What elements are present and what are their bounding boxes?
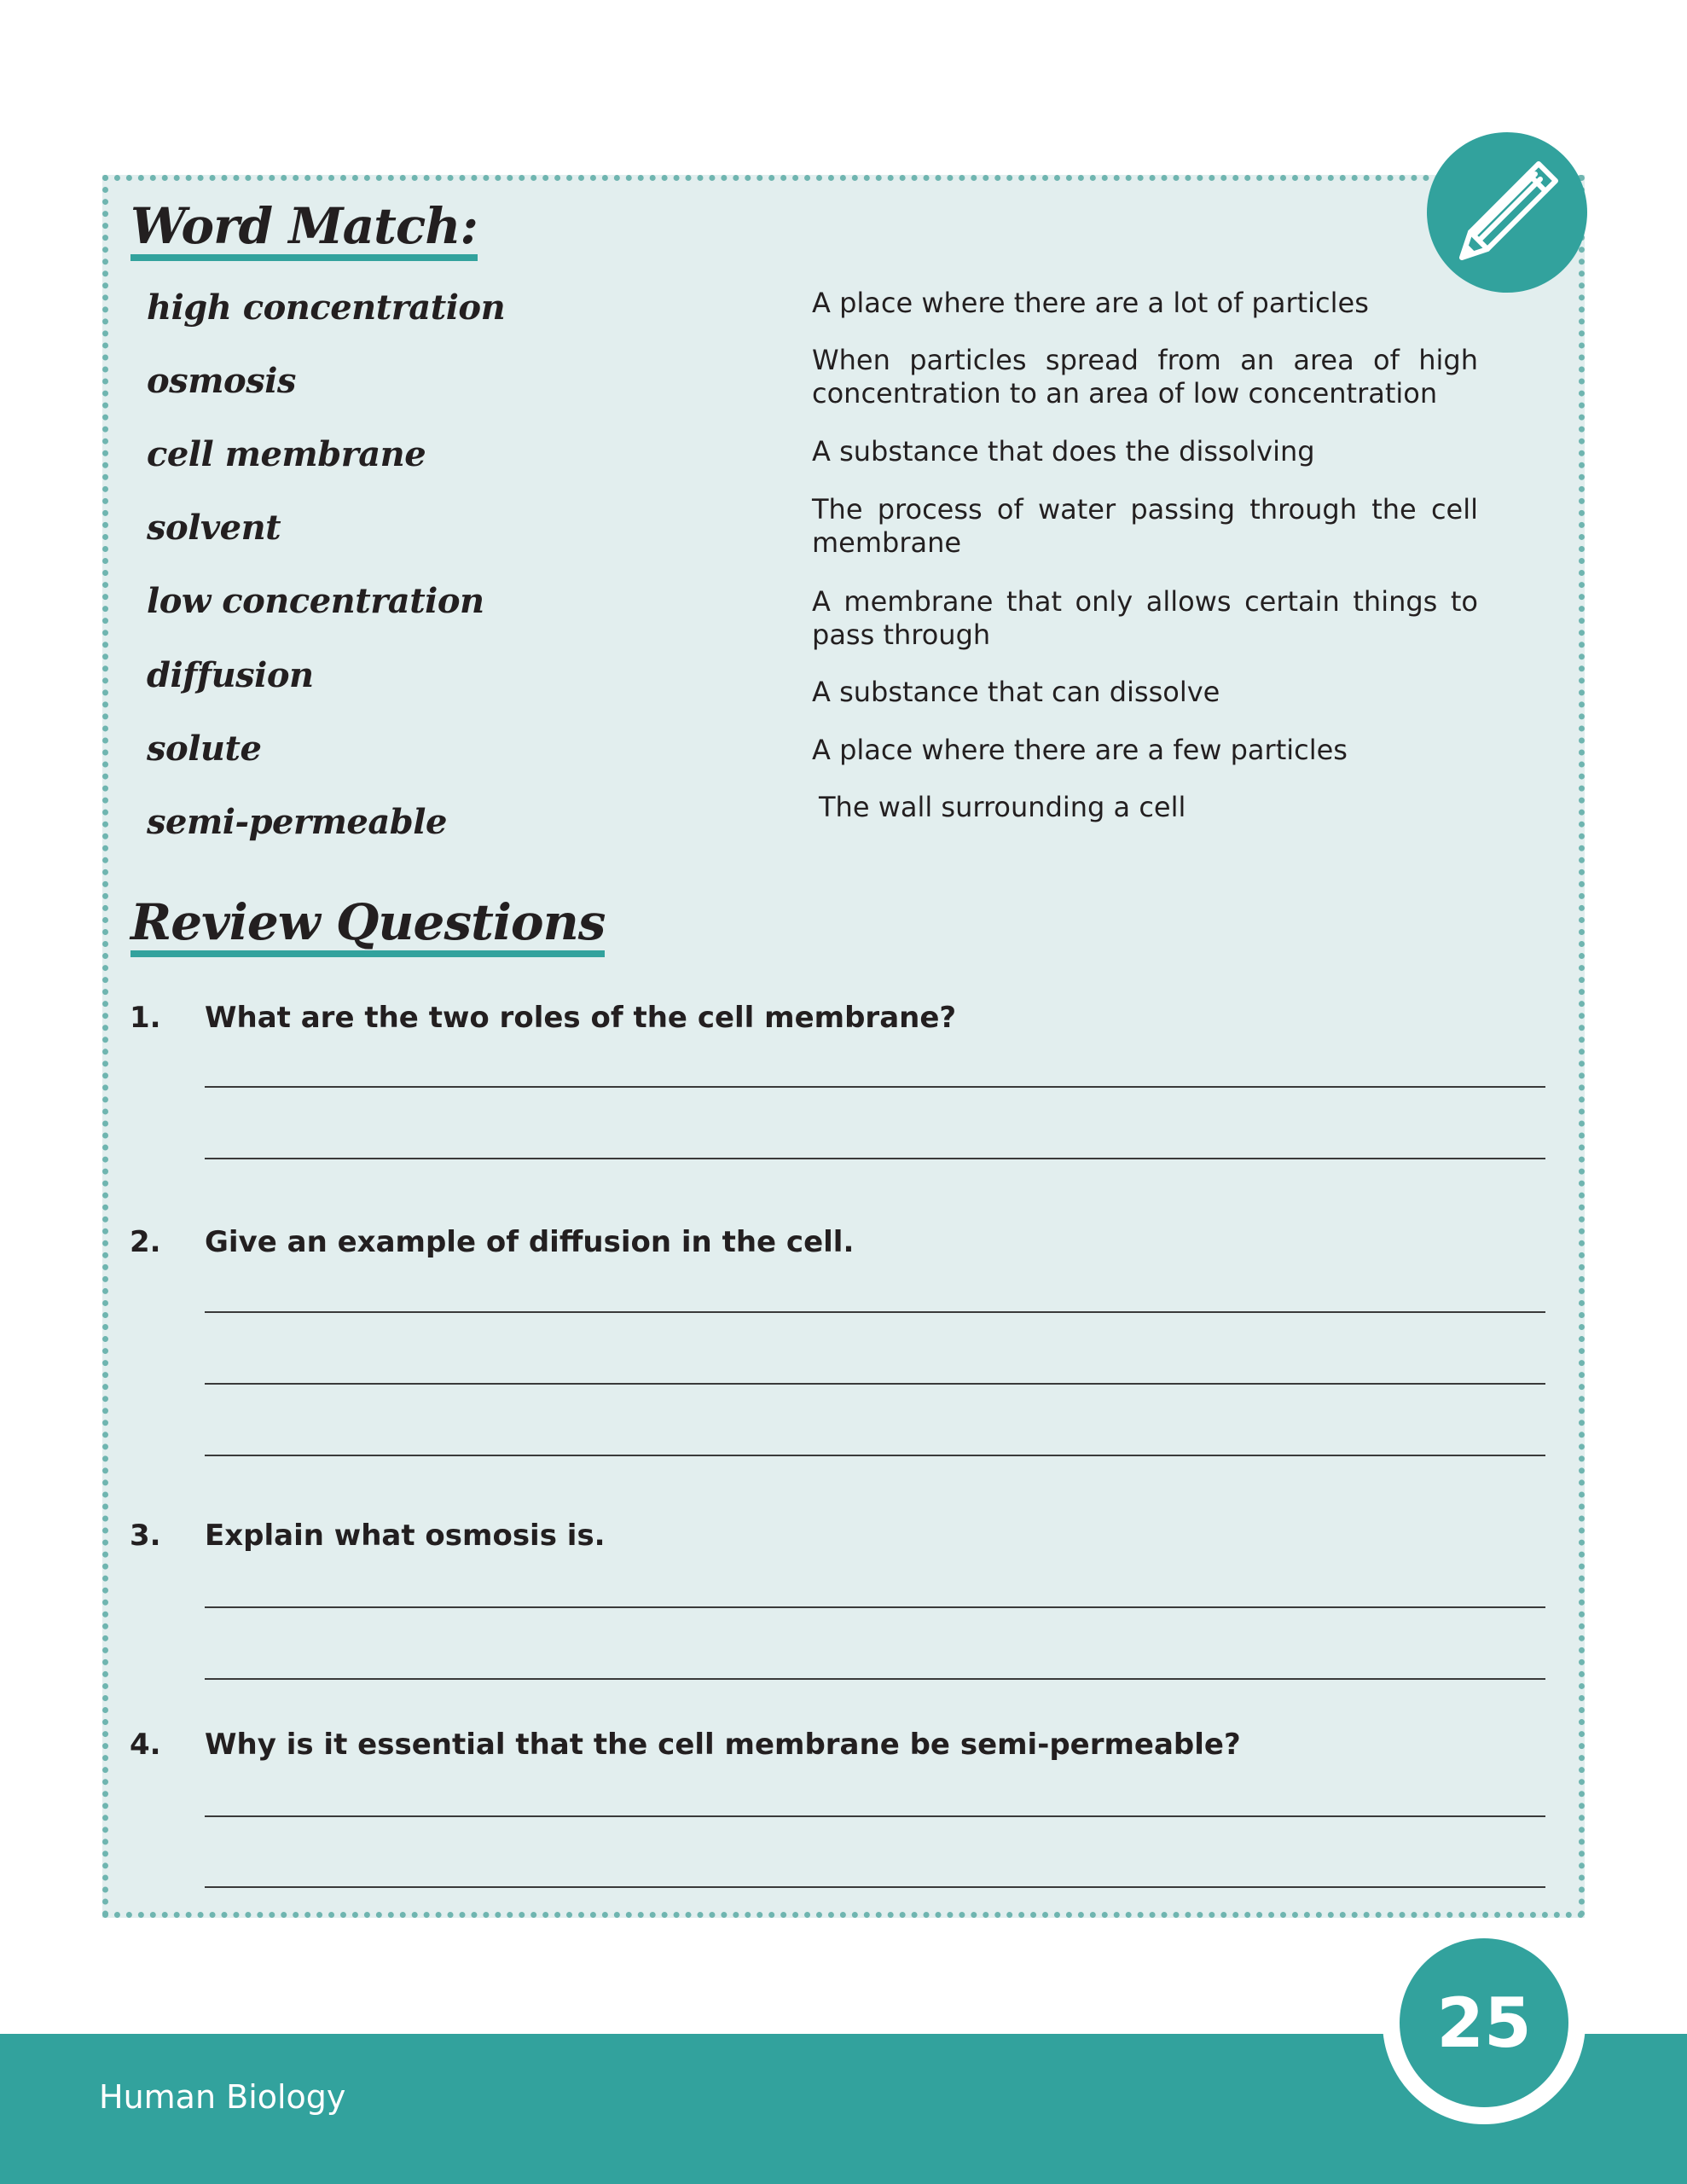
term-item: high concentration — [147, 288, 506, 328]
answer-line[interactable] — [205, 1158, 1545, 1159]
question-number: 1. — [130, 1001, 161, 1035]
answer-line[interactable] — [205, 1383, 1545, 1385]
answer-line[interactable] — [205, 1886, 1545, 1888]
question-text: What are the two roles of the cell membrane? — [205, 1001, 957, 1035]
question-text: Why is it essential that the cell membrane be semi-permeable? — [205, 1728, 1241, 1762]
definition-item: The wall surrounding a cell — [819, 791, 1186, 823]
pencil-icon — [1443, 148, 1571, 276]
definition-item: A membrane that only allows certain things to pass through — [812, 585, 1478, 651]
term-item: low concentration — [147, 581, 484, 621]
page-number: 25 — [1400, 1938, 1568, 2107]
question-number: 4. — [130, 1728, 161, 1762]
term-item: semi-permeable — [147, 802, 447, 842]
word-match-title: Word Match: — [130, 201, 478, 261]
pencil-badge — [1427, 132, 1587, 293]
definition-item: A place where there are a lot of particles — [812, 287, 1369, 319]
term-item: solvent — [147, 508, 281, 548]
answer-line[interactable] — [205, 1311, 1545, 1313]
question-number: 2. — [130, 1225, 161, 1259]
definition-item: A place where there are a few particles — [812, 734, 1348, 766]
question-text: Explain what osmosis is. — [205, 1519, 606, 1553]
answer-line[interactable] — [205, 1086, 1545, 1088]
review-questions-title: Review Questions — [130, 897, 605, 957]
answer-line[interactable] — [205, 1606, 1545, 1608]
definition-item: A substance that can dissolve — [812, 676, 1220, 708]
definition-item: The process of water passing through the cell membrane — [812, 493, 1478, 559]
definition-item: A substance that does the dissolving — [812, 435, 1315, 468]
answer-line[interactable] — [205, 1815, 1545, 1817]
term-item: osmosis — [147, 361, 296, 401]
question-text: Give an example of diffusion in the cell. — [205, 1225, 855, 1259]
term-item: diffusion — [147, 655, 314, 695]
answer-line[interactable] — [205, 1455, 1545, 1456]
definition-item: When particles spread from an area of high concentration to an area of low concentration — [812, 344, 1478, 410]
footer-subject: Human Biology — [99, 2078, 346, 2116]
question-number: 3. — [130, 1519, 161, 1553]
term-item: solute — [147, 729, 262, 769]
answer-line[interactable] — [205, 1678, 1545, 1680]
term-item: cell membrane — [147, 434, 426, 474]
